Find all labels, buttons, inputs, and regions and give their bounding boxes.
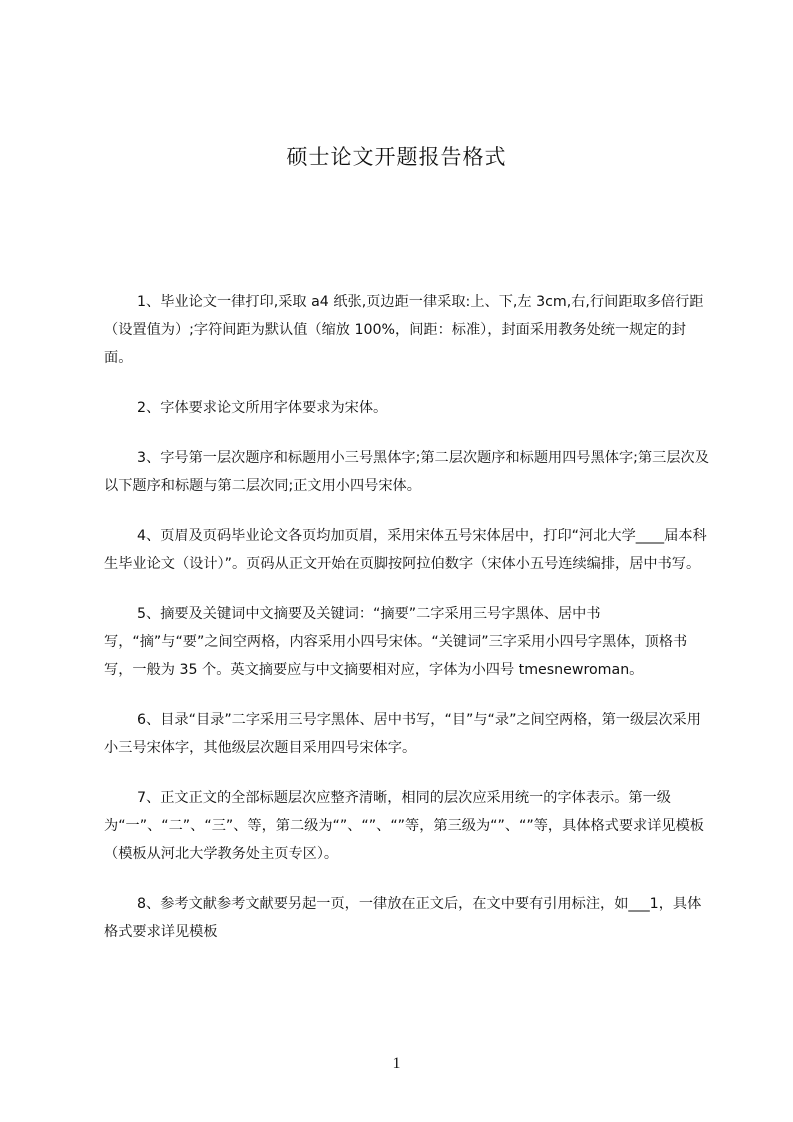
paragraph-7: 7、正文正文的全部标题层次应整齐清晰，相同的层次应采用统一的字体表示。第一级为“一”、“二”、“三”、等，第二级为“”、“”、“”等，第三级为“”、“”等，具体格式要求详见模板（模板从河北大学教务处主页专区）。 (104, 790, 704, 862)
paragraph-3: 3、字号第一层次题序和标题用小三号黑体字;第二层次题序和标题用四号黑体字;第三层次及以下题序和标题与第二层次同;正文用小四号宋体。 (104, 450, 709, 494)
paragraph-5: 5、摘要及关键词中文摘要及关键词：“摘要”二字采用三号字黑体、居中书写，“摘”与“要”之间空两格，内容采用小四号宋体。“关键词”三字采用小四号字黑体，顶格书写，一般为 35 个。英文摘要应与中文摘要相对应，字体为小四号 tmesnewroman。 (104, 606, 688, 678)
document-body (104, 288, 712, 968)
document-title: 硕士论文开题报告格式 (286, 145, 507, 169)
paragraph-4: 4、页眉及页码毕业论文各页均加页眉，采用宋体五号宋体居中，打印“河北大学____届本科生毕业论文（设计）”。页码从正文开始在页脚按阿拉伯数字（宋体小五号连续编排，居中书写。 (104, 528, 707, 572)
paragraph-6: 6、目录“目录”二字采用三号字黑体、居中书写，“目”与“录”之间空两格，第一级层次采用小三号宋体字，其他级层次题目采用四号宋体字。 (104, 712, 701, 756)
paragraph-2: 2、字体要求论文所用字体要求为宋体。 (137, 400, 388, 416)
paragraph-8: 8、参考文献参考文献要另起一页，一律放在正文后，在文中要有引用标注，如___1，具体格式要求详见模板 (104, 896, 702, 940)
page-number: 1 (392, 1055, 401, 1072)
paragraph-1: 1、毕业论文一律打印,采取 a4 纸张,页边距一律采取:上、下,左 3cm,右,行间距取多倍行距（设置值为）;字符间距为默认值（缩放 100%，间距：标准），封面采用教务处统一规定的封面。 (104, 294, 704, 366)
